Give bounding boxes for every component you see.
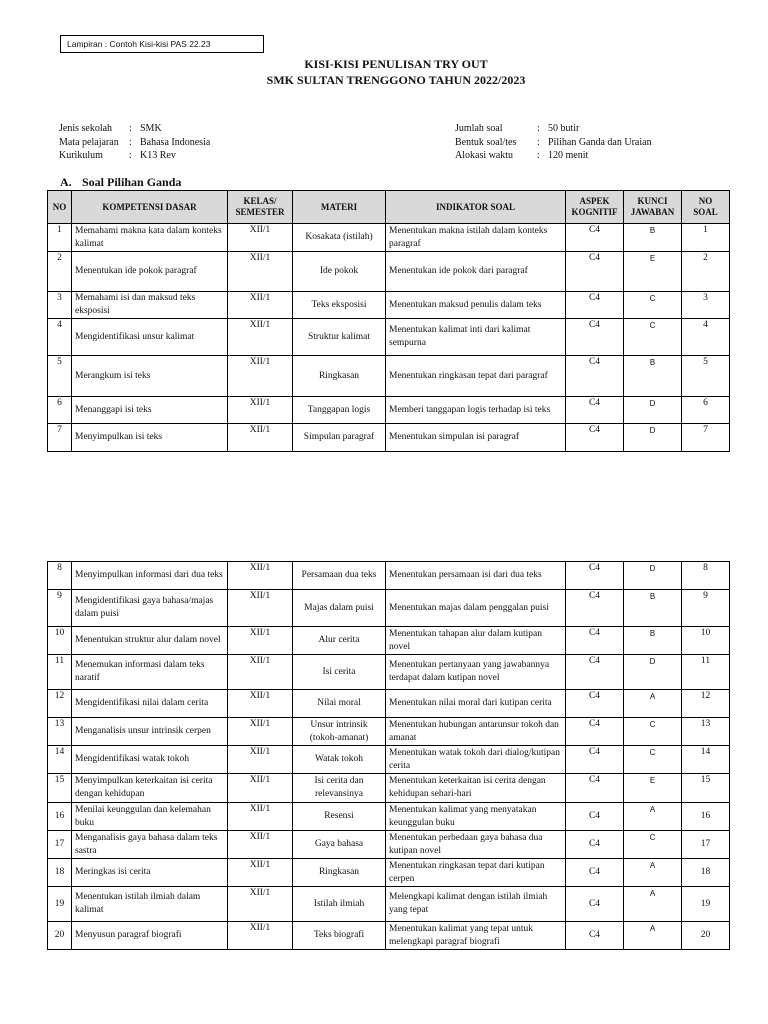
table-row [48, 590, 730, 627]
cell-indikator-soal: Menentukan majas dalam penggalan puisi [386, 590, 566, 627]
cell-aspek-kognitif: C4 [566, 831, 624, 859]
cell-aspek-kognitif: C4 [566, 224, 624, 252]
cell-kompetensi-dasar: Memahami isi dan maksud teks eksposisi [72, 292, 228, 319]
kisi-kisi-table-1 [47, 190, 730, 452]
cell-aspek-kognitif: C4 [566, 356, 624, 397]
meta-kurikulum: Kurikulum : K13 Rev [59, 150, 176, 161]
table-row [48, 319, 730, 356]
cell-kunci-jawaban: B [624, 356, 682, 397]
table-row [48, 292, 730, 319]
table-header-row [48, 191, 730, 224]
cell-no: 8 [48, 562, 72, 590]
cell-materi: Teks eksposisi [293, 292, 386, 319]
cell-indikator-soal: Menentukan kalimat yang menyatakan keunggulan buku [386, 803, 566, 831]
cell-materi: Teks biografi [293, 922, 386, 950]
table-row [48, 252, 730, 292]
cell-aspek-kognitif: C4 [566, 627, 624, 655]
cell-no: 9 [48, 590, 72, 627]
cell-indikator-soal: Menentukan perbedaan gaya bahasa dua kutipan novel [386, 831, 566, 859]
table-row [48, 424, 730, 452]
cell-indikator-soal: Menentukan hubungan antarunsur tokoh dan amanat [386, 718, 566, 746]
cell-kompetensi-dasar: Menyimpulkan isi teks [72, 424, 228, 452]
cell-kelas-semester: XII/1 [228, 859, 293, 887]
cell-materi: Kosakata (istilah) [293, 224, 386, 252]
kisi-kisi-table-2 [47, 561, 730, 950]
cell-kunci-jawaban: E [624, 252, 682, 292]
cell-materi: Isi cerita [293, 655, 386, 690]
cell-kelas-semester: XII/1 [228, 803, 293, 831]
cell-kunci-jawaban: B [624, 627, 682, 655]
cell-no: 17 [48, 831, 72, 859]
cell-no: 4 [48, 319, 72, 356]
cell-materi: Tanggapan logis [293, 397, 386, 424]
cell-indikator-soal: Menentukan persamaan isi dari dua teks [386, 562, 566, 590]
header-no: NO [48, 191, 72, 224]
cell-kompetensi-dasar: Menentukan istilah ilmiah dalam kalimat [72, 887, 228, 922]
cell-kelas-semester: XII/1 [228, 319, 293, 356]
cell-materi: Istilah ilmiah [293, 887, 386, 922]
cell-aspek-kognitif: C4 [566, 397, 624, 424]
cell-no: 20 [48, 922, 72, 950]
cell-aspek-kognitif: C4 [566, 319, 624, 356]
meta-mata-pelajaran: Mata pelajaran : Bahasa Indonesia [59, 136, 211, 148]
cell-materi: Ringkasan [293, 356, 386, 397]
cell-materi: Gaya bahasa [293, 831, 386, 859]
header-aspek-kognitif: ASPEK KOGNITIF [566, 191, 624, 224]
meta-right [455, 122, 652, 163]
cell-aspek-kognitif: C4 [566, 922, 624, 950]
meta-bentuk-soal: Bentuk soal/tes : Pilihan Ganda dan Uraian [455, 136, 652, 148]
cell-kompetensi-dasar: Memahami makna kata dalam konteks kalimat [72, 224, 228, 252]
cell-kunci-jawaban: B [624, 224, 682, 252]
cell-kompetensi-dasar: Meringkas isi cerita [72, 859, 228, 887]
cell-kompetensi-dasar: Menentukan struktur alur dalam novel [72, 627, 228, 655]
table-row [48, 831, 730, 859]
cell-kunci-jawaban: C [624, 831, 682, 859]
cell-no-soal: 13 [682, 718, 730, 746]
cell-kompetensi-dasar: Menemukan informasi dalam teks naratif [72, 655, 228, 690]
cell-indikator-soal: Menentukan maksud penulis dalam teks [386, 292, 566, 319]
cell-materi: Persamaan dua teks [293, 562, 386, 590]
cell-no-soal: 19 [682, 887, 730, 922]
cell-aspek-kognitif: C4 [566, 774, 624, 803]
cell-aspek-kognitif: C4 [566, 562, 624, 590]
cell-no-soal: 16 [682, 803, 730, 831]
cell-no-soal: 6 [682, 397, 730, 424]
cell-no: 16 [48, 803, 72, 831]
cell-kunci-jawaban: B [624, 590, 682, 627]
cell-no-soal: 2 [682, 252, 730, 292]
cell-indikator-soal: Menentukan kalimat inti dari kalimat sempurna [386, 319, 566, 356]
table-row [48, 655, 730, 690]
table-row [48, 887, 730, 922]
cell-no-soal: 11 [682, 655, 730, 690]
cell-indikator-soal: Menentukan ringkasan tepat dari paragraf [386, 356, 566, 397]
cell-indikator-soal: Menentukan kalimat yang tepat untuk melengkapi paragraf biografi [386, 922, 566, 950]
cell-no: 11 [48, 655, 72, 690]
cell-indikator-soal: Memberi tanggapan logis terhadap isi teks [386, 397, 566, 424]
cell-kelas-semester: XII/1 [228, 627, 293, 655]
header-kunci-jawaban: KUNCI JAWABAN [624, 191, 682, 224]
cell-no: 15 [48, 774, 72, 803]
cell-no: 18 [48, 859, 72, 887]
cell-kompetensi-dasar: Mengidentifikasi nilai dalam cerita [72, 690, 228, 718]
cell-indikator-soal: Menentukan keterkaitan isi cerita dengan kehidupan sehari-hari [386, 774, 566, 803]
cell-kelas-semester: XII/1 [228, 831, 293, 859]
table-row [48, 627, 730, 655]
cell-materi: Simpulan paragraf [293, 424, 386, 452]
cell-no-soal: 9 [682, 590, 730, 627]
cell-no: 7 [48, 424, 72, 452]
table-row [48, 718, 730, 746]
cell-kunci-jawaban: C [624, 746, 682, 774]
cell-no: 13 [48, 718, 72, 746]
cell-no: 6 [48, 397, 72, 424]
cell-kunci-jawaban: E [624, 774, 682, 803]
cell-aspek-kognitif: C4 [566, 690, 624, 718]
cell-kompetensi-dasar: Menilai keunggulan dan kelemahan buku [72, 803, 228, 831]
cell-kompetensi-dasar: Menentukan ide pokok paragraf [72, 252, 228, 292]
table-row [48, 774, 730, 803]
cell-kelas-semester: XII/1 [228, 590, 293, 627]
cell-no-soal: 7 [682, 424, 730, 452]
cell-kelas-semester: XII/1 [228, 690, 293, 718]
document-subtitle: SMK SULTAN TRENGGONO TAHUN 2022/2023 [266, 73, 526, 87]
cell-no: 19 [48, 887, 72, 922]
cell-kompetensi-dasar: Menganalisis gaya bahasa dalam teks sastra [72, 831, 228, 859]
table-row [48, 356, 730, 397]
cell-kompetensi-dasar: Menanggapi isi teks [72, 397, 228, 424]
cell-aspek-kognitif: C4 [566, 859, 624, 887]
cell-aspek-kognitif: C4 [566, 718, 624, 746]
cell-indikator-soal: Menentukan tahapan alur dalam kutipan novel [386, 627, 566, 655]
cell-aspek-kognitif: C4 [566, 887, 624, 922]
cell-aspek-kognitif: C4 [566, 746, 624, 774]
meta-jumlah-soal: Jumlah soal : 50 butir [455, 123, 580, 134]
table-row [48, 746, 730, 774]
cell-kelas-semester: XII/1 [228, 746, 293, 774]
cell-kompetensi-dasar: Menyimpulkan informasi dari dua teks [72, 562, 228, 590]
cell-kompetensi-dasar: Mengidentifikasi watak tokoh [72, 746, 228, 774]
cell-aspek-kognitif: C4 [566, 803, 624, 831]
cell-kompetensi-dasar: Mengidentifikasi unsur kalimat [72, 319, 228, 356]
cell-kelas-semester: XII/1 [228, 224, 293, 252]
cell-kunci-jawaban: A [624, 859, 682, 887]
section-heading: A. Soal Pilihan Ganda [60, 175, 182, 189]
cell-kelas-semester: XII/1 [228, 718, 293, 746]
table-row [48, 803, 730, 831]
cell-no: 5 [48, 356, 72, 397]
cell-no: 3 [48, 292, 72, 319]
cell-no: 1 [48, 224, 72, 252]
cell-no: 12 [48, 690, 72, 718]
cell-materi: Struktur kalimat [293, 319, 386, 356]
cell-no-soal: 18 [682, 859, 730, 887]
cell-kelas-semester: XII/1 [228, 356, 293, 397]
cell-indikator-soal: Melengkapi kalimat dengan istilah ilmiah yang tepat [386, 887, 566, 922]
lampiran-label: Lampiran : Contoh Kisi-kisi PAS 22.23 [60, 35, 264, 53]
cell-materi: Ide pokok [293, 252, 386, 292]
cell-kelas-semester: XII/1 [228, 252, 293, 292]
cell-kompetensi-dasar: Menyusun paragraf biografi [72, 922, 228, 950]
cell-kelas-semester: XII/1 [228, 887, 293, 922]
meta-jenis-sekolah: Jenis sekolah : SMK [59, 123, 162, 134]
meta-left [59, 122, 210, 163]
cell-no-soal: 1 [682, 224, 730, 252]
cell-no-soal: 12 [682, 690, 730, 718]
table-row [48, 397, 730, 424]
cell-materi: Watak tokoh [293, 746, 386, 774]
cell-no-soal: 5 [682, 356, 730, 397]
table-row [48, 922, 730, 950]
cell-no-soal: 20 [682, 922, 730, 950]
cell-kompetensi-dasar: Menganalisis unsur intrinsik cerpen [72, 718, 228, 746]
cell-materi: Nilai moral [293, 690, 386, 718]
header-kelas-semester: KELAS/ SEMESTER [228, 191, 293, 224]
cell-indikator-soal: Menentukan ringkasan tepat dari kutipan cerpen [386, 859, 566, 887]
cell-kelas-semester: XII/1 [228, 922, 293, 950]
cell-no-soal: 3 [682, 292, 730, 319]
cell-kunci-jawaban: C [624, 292, 682, 319]
cell-no-soal: 4 [682, 319, 730, 356]
table-row [48, 224, 730, 252]
cell-kompetensi-dasar: Merangkum isi teks [72, 356, 228, 397]
table-row [48, 690, 730, 718]
cell-kompetensi-dasar: Mengidentifikasi gaya bahasa/majas dalam puisi [72, 590, 228, 627]
cell-kunci-jawaban: A [624, 690, 682, 718]
header-indikator-soal: INDIKATOR SOAL [386, 191, 566, 224]
cell-no: 10 [48, 627, 72, 655]
cell-aspek-kognitif: C4 [566, 655, 624, 690]
cell-kunci-jawaban: D [624, 655, 682, 690]
cell-kelas-semester: XII/1 [228, 562, 293, 590]
cell-kelas-semester: XII/1 [228, 424, 293, 452]
cell-no-soal: 14 [682, 746, 730, 774]
cell-materi: Majas dalam puisi [293, 590, 386, 627]
cell-materi: Isi cerita dan relevansinya [293, 774, 386, 803]
cell-materi: Alur cerita [293, 627, 386, 655]
cell-indikator-soal: Menentukan makna istilah dalam konteks paragraf [386, 224, 566, 252]
cell-kompetensi-dasar: Menyimpulkan keterkaitan isi cerita dengan kehidupan [72, 774, 228, 803]
cell-kunci-jawaban: A [624, 887, 682, 922]
meta-alokasi-waktu: Alokasi waktu : 120 menit [455, 150, 589, 161]
cell-indikator-soal: Menentukan pertanyaan yang jawabannya terdapat dalam kutipan novel [386, 655, 566, 690]
cell-no-soal: 17 [682, 831, 730, 859]
cell-indikator-soal: Menentukan watak tokoh dari dialog/kutipan cerita [386, 746, 566, 774]
cell-kunci-jawaban: C [624, 718, 682, 746]
cell-kunci-jawaban: A [624, 803, 682, 831]
cell-materi: Resensi [293, 803, 386, 831]
cell-aspek-kognitif: C4 [566, 424, 624, 452]
cell-no-soal: 8 [682, 562, 730, 590]
header-materi: MATERI [293, 191, 386, 224]
document-title: KISI-KISI PENULISAN TRY OUT [304, 57, 488, 71]
cell-no-soal: 10 [682, 627, 730, 655]
cell-kunci-jawaban: C [624, 319, 682, 356]
cell-indikator-soal: Menentukan nilai moral dari kutipan cerita [386, 690, 566, 718]
table-row [48, 859, 730, 887]
header-no-soal: NO SOAL [682, 191, 730, 224]
cell-indikator-soal: Menentukan simpulan isi paragraf [386, 424, 566, 452]
cell-kelas-semester: XII/1 [228, 292, 293, 319]
cell-kunci-jawaban: D [624, 397, 682, 424]
cell-kelas-semester: XII/1 [228, 397, 293, 424]
cell-kelas-semester: XII/1 [228, 774, 293, 803]
cell-aspek-kognitif: C4 [566, 292, 624, 319]
cell-no: 2 [48, 252, 72, 292]
cell-kunci-jawaban: D [624, 424, 682, 452]
cell-indikator-soal: Menentukan ide pokok dari paragraf [386, 252, 566, 292]
cell-kunci-jawaban: A [624, 922, 682, 950]
cell-materi: Unsur intrinsik (tokoh-amanat) [293, 718, 386, 746]
header-kompetensi-dasar: KOMPETENSI DASAR [72, 191, 228, 224]
cell-kunci-jawaban: D [624, 562, 682, 590]
cell-kelas-semester: XII/1 [228, 655, 293, 690]
cell-no-soal: 15 [682, 774, 730, 803]
cell-aspek-kognitif: C4 [566, 252, 624, 292]
cell-no: 14 [48, 746, 72, 774]
cell-aspek-kognitif: C4 [566, 590, 624, 627]
table-row [48, 562, 730, 590]
cell-materi: Ringkasan [293, 859, 386, 887]
